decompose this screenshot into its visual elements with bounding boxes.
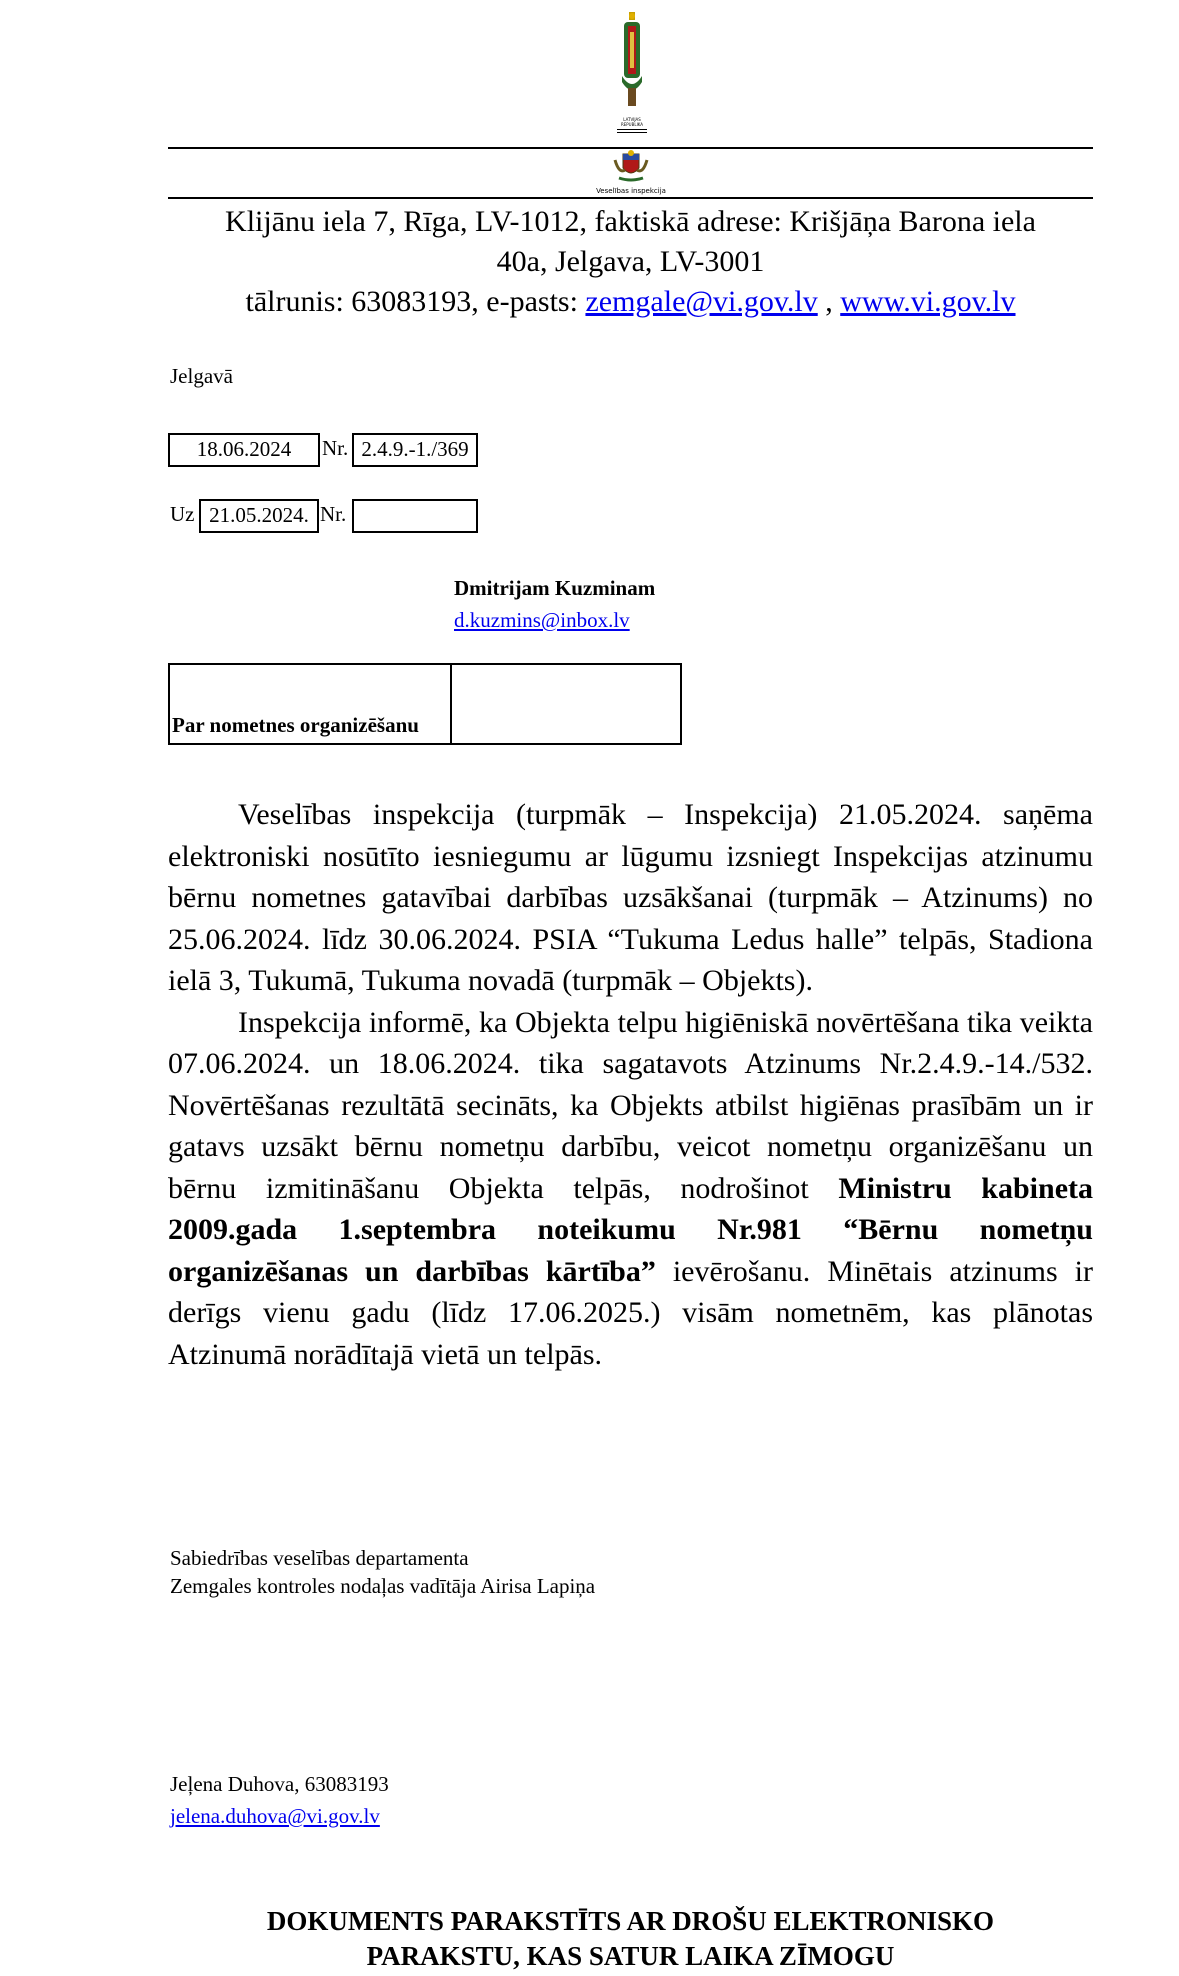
ref-number-box [352, 499, 478, 533]
reference-date: 21.05.2024. [209, 503, 309, 527]
document-date: 18.06.2024 [196, 437, 292, 461]
header-rule-bottom [168, 197, 1093, 199]
address-line-1: Klijānu iela 7, Rīga, LV-1012, faktiskā adrese: Krišjāņa Barona iela [225, 205, 1036, 238]
place-of-issue: Jelgavā [170, 364, 233, 388]
number-box [352, 433, 478, 467]
ref-nr-label: Nr. [320, 502, 347, 526]
link-separator: , [817, 285, 841, 318]
regulation-reference: Ministru kabineta 2009.gada 1.septembra noteikumu Nr.981 “Bērnu nometņu organizēšanas un darbības kārtība” [168, 1171, 1094, 1288]
signature-department: Sabiedrības veselības departamenta [170, 1546, 469, 1570]
contact-person: Jeļena Duhova, 63083193 [170, 1772, 389, 1796]
website-link[interactable]: www.vi.gov.lv [840, 285, 1016, 318]
contact-email-link[interactable]: jelena.duhova@vi.gov.lv [170, 1804, 380, 1828]
contact-line [168, 282, 1093, 322]
recipient-name: Dmitrijam Kuzminam [454, 576, 656, 600]
header-rule-top [168, 147, 1093, 149]
e-signature-line-1: DOKUMENTS PARAKSTĪTS AR DROŠU ELEKTRONISKO [266, 1906, 995, 1936]
institution-caption: Veselības inspekcija [596, 187, 666, 195]
institution-emblem [596, 150, 666, 195]
e-signature-line-2: PARAKSTU, KAS SATUR LAIKA ZĪMOGU [366, 1941, 895, 1971]
nr-label: Nr. [322, 436, 349, 460]
recipient-email-link[interactable]: d.kuzmins@inbox.lv [454, 608, 630, 632]
e-signature-notice [168, 1904, 1093, 1974]
subject-empty-cell [450, 663, 682, 745]
letter-body [168, 794, 1093, 1375]
state-emblem-icon [612, 12, 652, 112]
signature-name: Zemgales kontroles nodaļas vadītāja Airisa Lapiņa [170, 1574, 596, 1598]
subject-text: Par nometnes organizēšanu [172, 713, 419, 737]
state-emblem [612, 12, 652, 142]
institution-address [168, 202, 1093, 322]
state-emblem-caption: LATVIJAS REPUBLIKA [620, 117, 644, 127]
paragraph-2-text-a: Inspekcija informē, ka Objekta telpu higiēniskā novērtēšana tika veikta 07.06.2024. un 18.06.2024. tika sagatavots Atzinums Nr.2.4.9.-14./532. Novērtēšanas rezultātā secināts, ka Objekts atbilst higiēnas prasībām un ir gatavs uzsākt bērnu nometņu darbību, veicot nometņu organizēšanu un bērnu izmitināšanu Objekta telpās, nodrošinot [168, 1005, 1093, 1205]
document-number: 2.4.9.-1./369 [361, 437, 469, 461]
date-box [168, 433, 320, 467]
address-line-2: 40a, Jelgava, LV-3001 [496, 245, 765, 278]
phone-text: tālrunis: 63083193, e-pasts: [245, 285, 586, 318]
email-link[interactable]: zemgale@vi.gov.lv [585, 285, 818, 318]
coat-of-arms-icon [611, 150, 651, 182]
signature-block [170, 1544, 595, 1600]
subject-cell [168, 663, 452, 745]
body-paragraph-2 [168, 1002, 1093, 1376]
ref-date-box [199, 499, 319, 533]
paragraph-2-text-b: ievērošanu. Minētais atzinums ir derīgs vienu gadu (līdz 17.06.2025.) visām nometnēm, kas plānotas Atzinumā norādītajā vietā un telpās. [168, 1254, 1093, 1371]
body-paragraph-1: Veselības inspekcija (turpmāk – Inspekcija) 21.05.2024. saņēma elektroniski nosūtīto iesniegumu ar lūgumu izsniegt Inspekcijas atzinumu bērnu nometnes gatavībai darbības uzsākšanai (turpmāk – Atzinums) no 25.06.2024. līdz 30.06.2024. PSIA “Tukuma Ledus halle” telpās, Stadiona ielā 3, Tukumā, Tukuma novadā (turpmāk – Objekts). [168, 798, 1093, 997]
uz-label: Uz [170, 502, 195, 526]
